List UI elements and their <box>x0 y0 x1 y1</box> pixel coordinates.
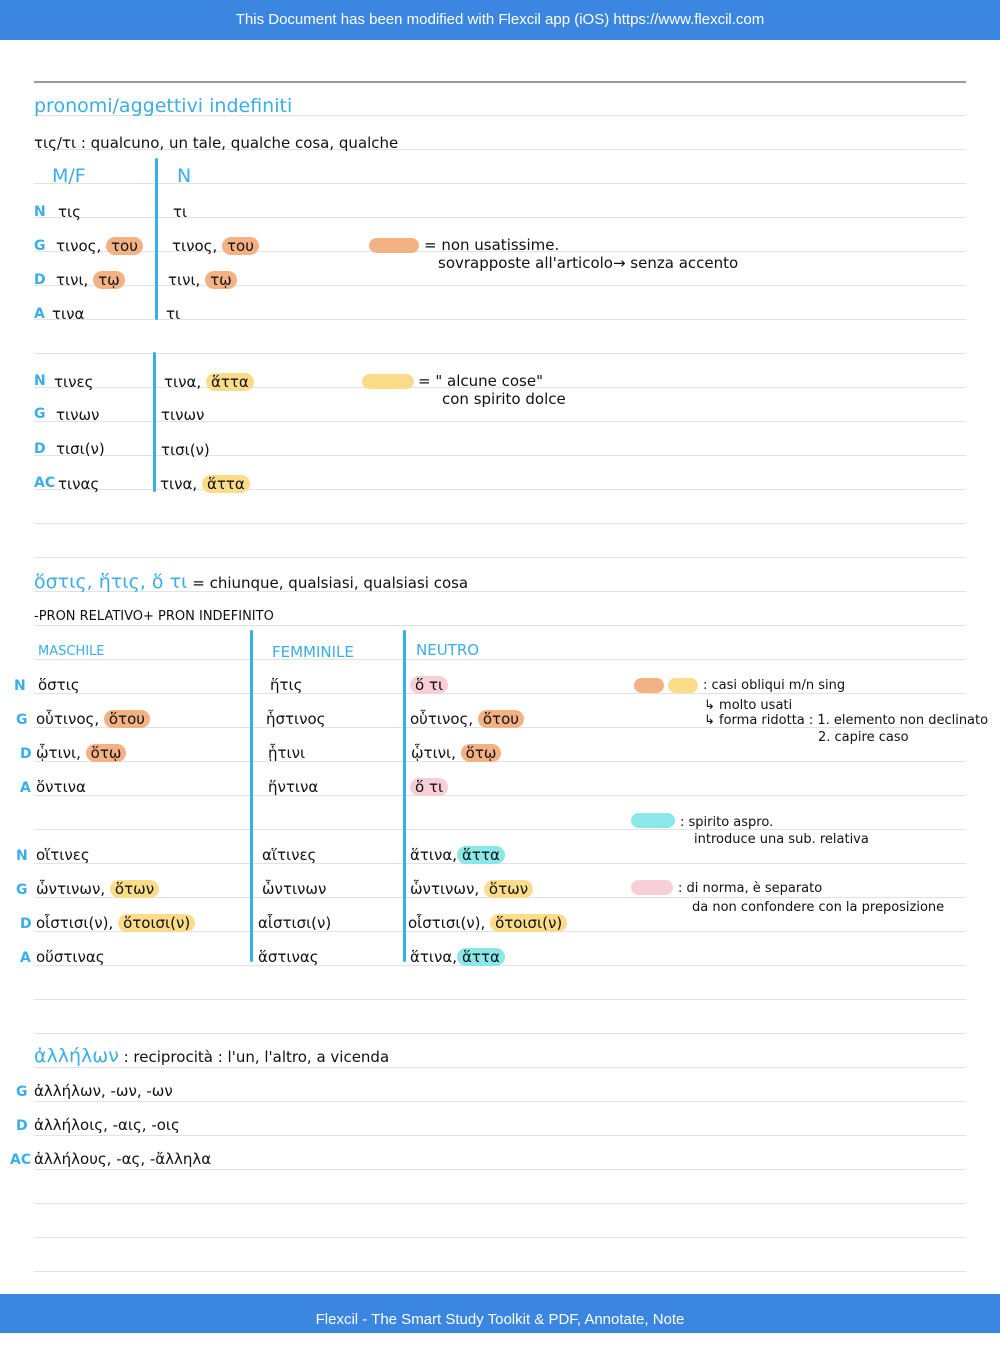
form-text: οὗτινος, <box>36 710 100 728</box>
section3-heading <box>34 1046 389 1067</box>
case-label: G <box>16 882 28 898</box>
highlight-cyan: ἅττα <box>457 948 505 966</box>
form-mf <box>56 236 143 256</box>
highlight-orange: τῳ <box>205 271 237 289</box>
form-mf: τις <box>58 203 81 221</box>
column-divider <box>250 630 253 962</box>
case-label: G <box>34 238 46 254</box>
form-fem: ἅστινας <box>258 948 319 966</box>
form-mf: τισι(ν) <box>56 440 105 458</box>
form-reciprocal: ἀλλήλοις, -αις, -οις <box>34 1116 180 1134</box>
form-neut <box>410 879 533 899</box>
form-n <box>172 236 259 256</box>
form-n <box>168 270 237 290</box>
section2-note: -PRON RELATIVO+ PRON INDEFINITO <box>34 609 274 624</box>
legend-orange-line1: = non usatissime. <box>424 236 560 254</box>
highlight-yellow: ἅττα <box>202 475 250 493</box>
orange-swatch <box>634 678 664 693</box>
form-n: τι <box>166 305 181 323</box>
form-mf: τινα <box>52 305 85 323</box>
form-text: τινα, <box>164 373 202 391</box>
ruled-line <box>34 183 966 184</box>
form-text: ᾧτινι, <box>36 744 81 762</box>
column-divider <box>403 630 406 962</box>
form-n <box>160 474 250 494</box>
legend-pink-line1: : di norma, è separato <box>678 881 823 896</box>
legend-oblique-sub1: ↳ molto usati <box>704 698 793 713</box>
legend-cyan-line1: : spirito aspro. <box>680 815 774 830</box>
form-reciprocal: ἀλλήλους, -ας, -ἄλληλα <box>34 1150 212 1168</box>
case-label: D <box>34 441 46 457</box>
legend-pink-line2: da non confondere con la preposizione <box>692 900 945 915</box>
form-masc: ὅντινα <box>36 778 86 796</box>
highlight-yellow: ὅτων <box>484 880 533 898</box>
case-label: N <box>34 204 46 220</box>
form-mf: τινες <box>54 373 94 391</box>
form-text: τινος, <box>56 237 102 255</box>
form-text: ὧντινων, <box>36 880 106 898</box>
form-neut <box>408 913 567 933</box>
highlight-pink: ὅ τι <box>410 676 448 694</box>
highlight-orange: τῳ <box>93 271 125 289</box>
column-divider <box>155 158 158 320</box>
section3-title: ἀλλήλων <box>34 1045 119 1067</box>
case-label: AC <box>34 475 56 491</box>
case-label: G <box>34 406 46 422</box>
ruled-line <box>34 1135 966 1136</box>
ruled-line <box>34 1203 966 1204</box>
form-text: τινα, <box>160 475 198 493</box>
ruled-line <box>34 557 966 558</box>
form-n: τισι(ν) <box>161 441 210 459</box>
case-label: G <box>16 712 28 728</box>
form-text: τινι, <box>56 271 89 289</box>
highlight-yellow: ὅτοισι(ν) <box>118 914 195 932</box>
ruled-line <box>34 353 966 354</box>
section2-definition: = chiunque, qualsiasi, qualsiasi cosa <box>192 574 469 592</box>
form-fem: ἥτις <box>270 676 303 694</box>
ruled-line <box>34 523 966 524</box>
form-masc <box>36 913 195 933</box>
section2-heading <box>34 572 468 593</box>
cyan-swatch <box>631 813 675 828</box>
case-label: N <box>16 848 28 864</box>
form-text: ᾧτινι, <box>411 744 456 762</box>
legend-orange-line2: sovrapposte all'articolo→ senza accento <box>438 254 739 272</box>
ruled-line <box>34 1237 966 1238</box>
case-label: A <box>20 780 31 796</box>
legend-oblique: : casi obliqui m/n sing <box>703 678 846 693</box>
flexcil-footer-banner: Flexcil - The Smart Study Toolkit & PDF, Annotate, Note <box>0 1294 1000 1333</box>
case-label: A <box>34 306 45 322</box>
section1-title: pronomi/aggettivi indefiniti <box>34 95 293 117</box>
form-neut <box>410 709 524 729</box>
col-header-mf: M/F <box>52 165 86 187</box>
highlight-orange: του <box>106 237 143 255</box>
form-fem: ᾗτινι <box>268 744 306 762</box>
orange-swatch <box>369 238 419 253</box>
form-neut <box>410 675 448 695</box>
form-masc: ὅστις <box>38 676 80 694</box>
legend-yellow-line2: con spirito dolce <box>442 390 566 408</box>
legend-oblique-sub3: 2. capire caso <box>818 730 909 745</box>
ruled-line <box>34 1101 966 1102</box>
form-text: τινος, <box>172 237 218 255</box>
section2-title: ὅστις, ἥτις, ὅ τι <box>34 571 188 593</box>
case-label: G <box>16 1084 28 1100</box>
form-neut <box>410 947 505 967</box>
pink-swatch <box>631 880 673 895</box>
form-masc <box>36 709 150 729</box>
form-masc: οὕστινας <box>36 948 105 966</box>
col-header-m: MASCHILE <box>38 644 105 659</box>
case-label: D <box>20 746 32 762</box>
case-label: N <box>14 678 26 694</box>
form-text: ἅτινα, <box>410 846 458 864</box>
form-reciprocal: ἀλλήλων, -ων, -ων <box>34 1082 173 1100</box>
case-label: A <box>20 950 31 966</box>
section1-definition: τις/τι : qualcuno, un tale, qualche cosa, qualche <box>34 134 399 152</box>
case-label: D <box>20 916 32 932</box>
highlight-cyan: ἅττα <box>457 846 505 864</box>
form-mf: τινας <box>58 475 100 493</box>
yellow-swatch <box>362 374 414 389</box>
form-text: οὗτινος, <box>410 710 474 728</box>
column-divider <box>153 352 156 492</box>
form-text: οἷστισι(ν), <box>36 914 114 932</box>
highlight-pink: ὅ τι <box>410 778 448 796</box>
form-neut <box>411 743 501 763</box>
section3-definition: : reciprocità : l'un, l'altro, a vicenda <box>123 1048 390 1066</box>
highlight-yellow: ὅτων <box>110 880 159 898</box>
form-neut <box>410 777 448 797</box>
legend-yellow-line1: = " alcune cose" <box>418 372 543 390</box>
form-mf: τινων <box>56 406 100 424</box>
legend-oblique-sub2: ↳ forma ridotta : 1. elemento non declinato <box>704 713 989 728</box>
case-label: AC <box>10 1152 32 1168</box>
case-label: D <box>16 1118 28 1134</box>
form-text: τινι, <box>168 271 201 289</box>
form-neut <box>410 845 505 865</box>
ruled-line <box>34 659 966 660</box>
highlight-yellow: ὅτοισι(ν) <box>490 914 567 932</box>
form-n: τι <box>173 203 188 221</box>
form-fem: ἧστινος <box>266 710 326 728</box>
form-mf <box>56 270 125 290</box>
ruled-line <box>34 1169 966 1170</box>
form-n <box>164 372 254 392</box>
case-label: D <box>34 272 46 288</box>
col-header-n: N <box>177 165 192 187</box>
case-label: N <box>34 373 46 389</box>
ruled-line <box>34 999 966 1000</box>
highlight-orange: ὅτου <box>104 710 150 728</box>
highlight-orange: ὅτῳ <box>86 744 127 762</box>
ruled-line <box>34 795 966 796</box>
form-fem: ὧντινων <box>262 880 327 898</box>
highlight-orange: ὅτῳ <box>461 744 502 762</box>
yellow-swatch <box>668 678 698 693</box>
flexcil-header-banner: This Document has been modified with Flexcil app (iOS) https://www.flexcil.com <box>0 0 1000 40</box>
highlight-orange: ὅτου <box>478 710 524 728</box>
form-masc: οἵτινες <box>36 846 90 864</box>
highlight-yellow: ἅττα <box>206 373 254 391</box>
legend-cyan-line2: introduce una sub. relativa <box>694 832 869 847</box>
form-masc <box>36 879 159 899</box>
form-fem: αἷστισι(ν) <box>258 914 332 932</box>
ruled-line <box>34 1271 966 1272</box>
col-header-f: FEMMINILE <box>272 643 354 661</box>
ruled-line <box>34 1033 966 1034</box>
form-text: ἅτινα, <box>410 948 458 966</box>
top-rule <box>34 81 966 83</box>
form-text: ὧντινων, <box>410 880 480 898</box>
form-fem: ἥντινα <box>268 778 319 796</box>
col-header-neuter: NEUTRO <box>416 641 480 659</box>
highlight-orange: του <box>222 237 259 255</box>
form-fem: αἵτινες <box>262 846 317 864</box>
form-text: οἷστισι(ν), <box>408 914 486 932</box>
form-masc <box>36 743 126 763</box>
form-n: τινων <box>161 406 205 424</box>
ruled-line <box>34 1067 966 1068</box>
